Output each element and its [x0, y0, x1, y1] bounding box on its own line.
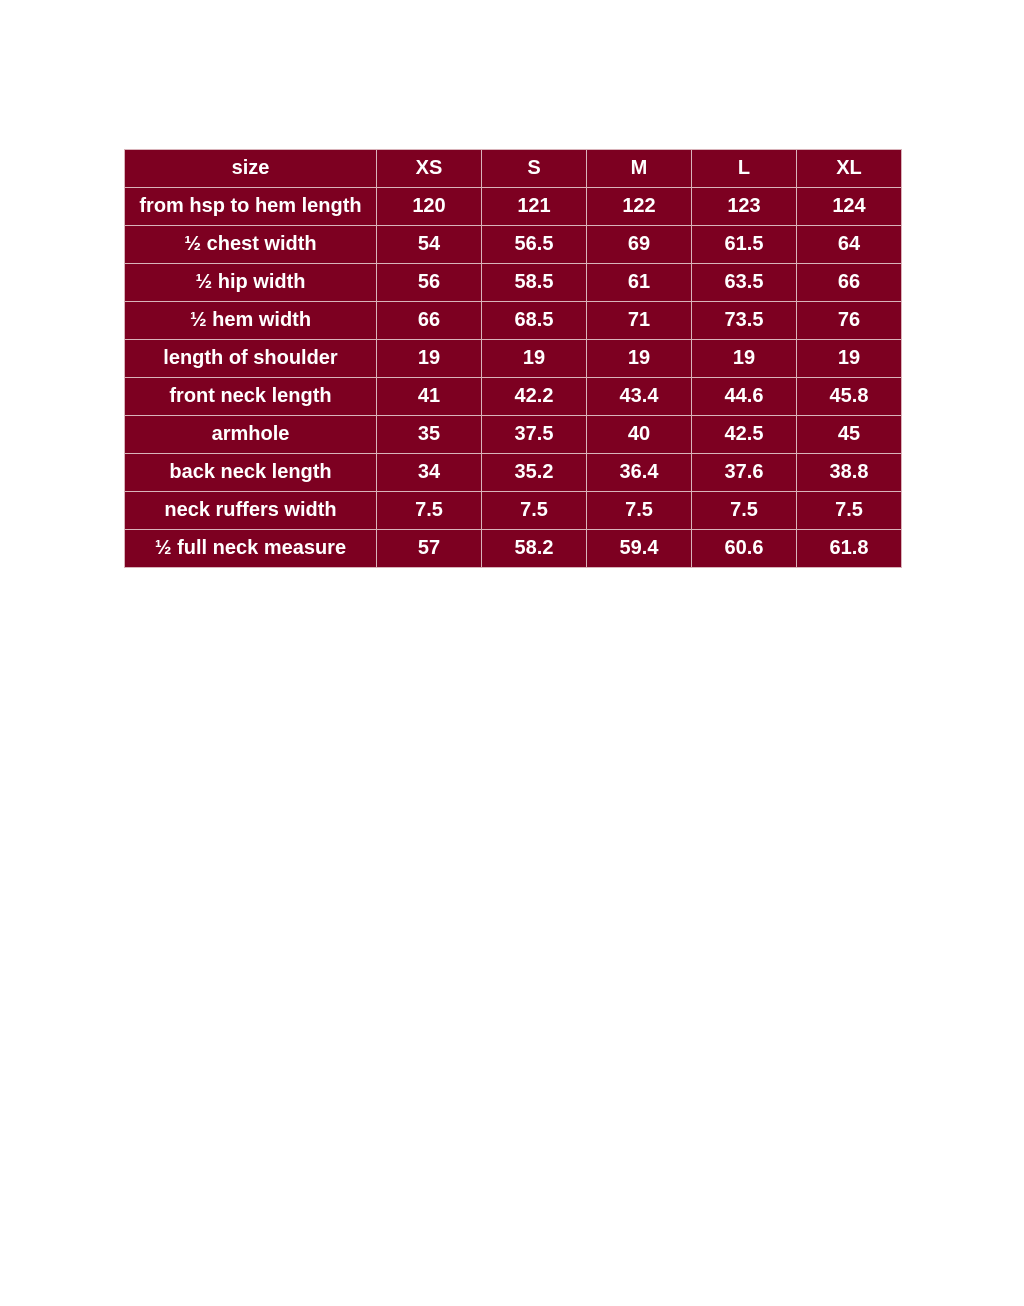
- header-cell: XL: [797, 150, 902, 188]
- table-cell: 35.2: [482, 454, 587, 492]
- header-cell: S: [482, 150, 587, 188]
- table-cell: 61.5: [692, 226, 797, 264]
- table-cell: 124: [797, 188, 902, 226]
- table-cell: 56: [377, 264, 482, 302]
- table-cell: 37.5: [482, 416, 587, 454]
- table-cell: 60.6: [692, 530, 797, 568]
- table-cell: 40: [587, 416, 692, 454]
- table-cell: 19: [482, 340, 587, 378]
- row-label: ½ chest width: [125, 226, 377, 264]
- table-cell: 19: [797, 340, 902, 378]
- table-cell: 45: [797, 416, 902, 454]
- table-cell: 58.2: [482, 530, 587, 568]
- table-cell: 120: [377, 188, 482, 226]
- table-cell: 69: [587, 226, 692, 264]
- table-row: [125, 378, 902, 416]
- row-label: ½ hip width: [125, 264, 377, 302]
- table-cell: 122: [587, 188, 692, 226]
- row-label: neck ruffers width: [125, 492, 377, 530]
- table-cell: 63.5: [692, 264, 797, 302]
- header-cell: L: [692, 150, 797, 188]
- table-row: [125, 530, 902, 568]
- table-cell: 61.8: [797, 530, 902, 568]
- row-label: back neck length: [125, 454, 377, 492]
- table-cell: 58.5: [482, 264, 587, 302]
- table-cell: 76: [797, 302, 902, 340]
- header-cell: size: [125, 150, 377, 188]
- table-cell: 73.5: [692, 302, 797, 340]
- table-cell: 19: [377, 340, 482, 378]
- table-cell: 59.4: [587, 530, 692, 568]
- table-row: [125, 416, 902, 454]
- table-cell: 43.4: [587, 378, 692, 416]
- table-header-row: [125, 150, 902, 188]
- table-row: [125, 188, 902, 226]
- table-cell: 66: [797, 264, 902, 302]
- table-cell: 64: [797, 226, 902, 264]
- size-chart-table: [124, 149, 902, 568]
- table-row: [125, 226, 902, 264]
- table-cell: 41: [377, 378, 482, 416]
- row-label: armhole: [125, 416, 377, 454]
- table-cell: 36.4: [587, 454, 692, 492]
- table-cell: 42.5: [692, 416, 797, 454]
- table-cell: 56.5: [482, 226, 587, 264]
- table-cell: 42.2: [482, 378, 587, 416]
- row-label: front neck length: [125, 378, 377, 416]
- row-label: ½ hem width: [125, 302, 377, 340]
- table-cell: 7.5: [377, 492, 482, 530]
- table-cell: 35: [377, 416, 482, 454]
- table-cell: 71: [587, 302, 692, 340]
- header-cell: M: [587, 150, 692, 188]
- table-cell: 34: [377, 454, 482, 492]
- table-cell: 121: [482, 188, 587, 226]
- table-cell: 7.5: [692, 492, 797, 530]
- table-row: [125, 302, 902, 340]
- table-cell: 61: [587, 264, 692, 302]
- table-cell: 57: [377, 530, 482, 568]
- table-cell: 45.8: [797, 378, 902, 416]
- table-cell: 19: [587, 340, 692, 378]
- table-cell: 19: [692, 340, 797, 378]
- table-cell: 123: [692, 188, 797, 226]
- table-cell: 37.6: [692, 454, 797, 492]
- table-cell: 66: [377, 302, 482, 340]
- table-cell: 7.5: [587, 492, 692, 530]
- table-cell: 7.5: [797, 492, 902, 530]
- table-cell: 68.5: [482, 302, 587, 340]
- row-label: from hsp to hem length: [125, 188, 377, 226]
- table-cell: 54: [377, 226, 482, 264]
- table-cell: 7.5: [482, 492, 587, 530]
- table-row: [125, 340, 902, 378]
- header-cell: XS: [377, 150, 482, 188]
- row-label: ½ full neck measure: [125, 530, 377, 568]
- table-cell: 44.6: [692, 378, 797, 416]
- row-label: length of shoulder: [125, 340, 377, 378]
- table-row: [125, 492, 902, 530]
- table-row: [125, 264, 902, 302]
- table-cell: 38.8: [797, 454, 902, 492]
- table-row: [125, 454, 902, 492]
